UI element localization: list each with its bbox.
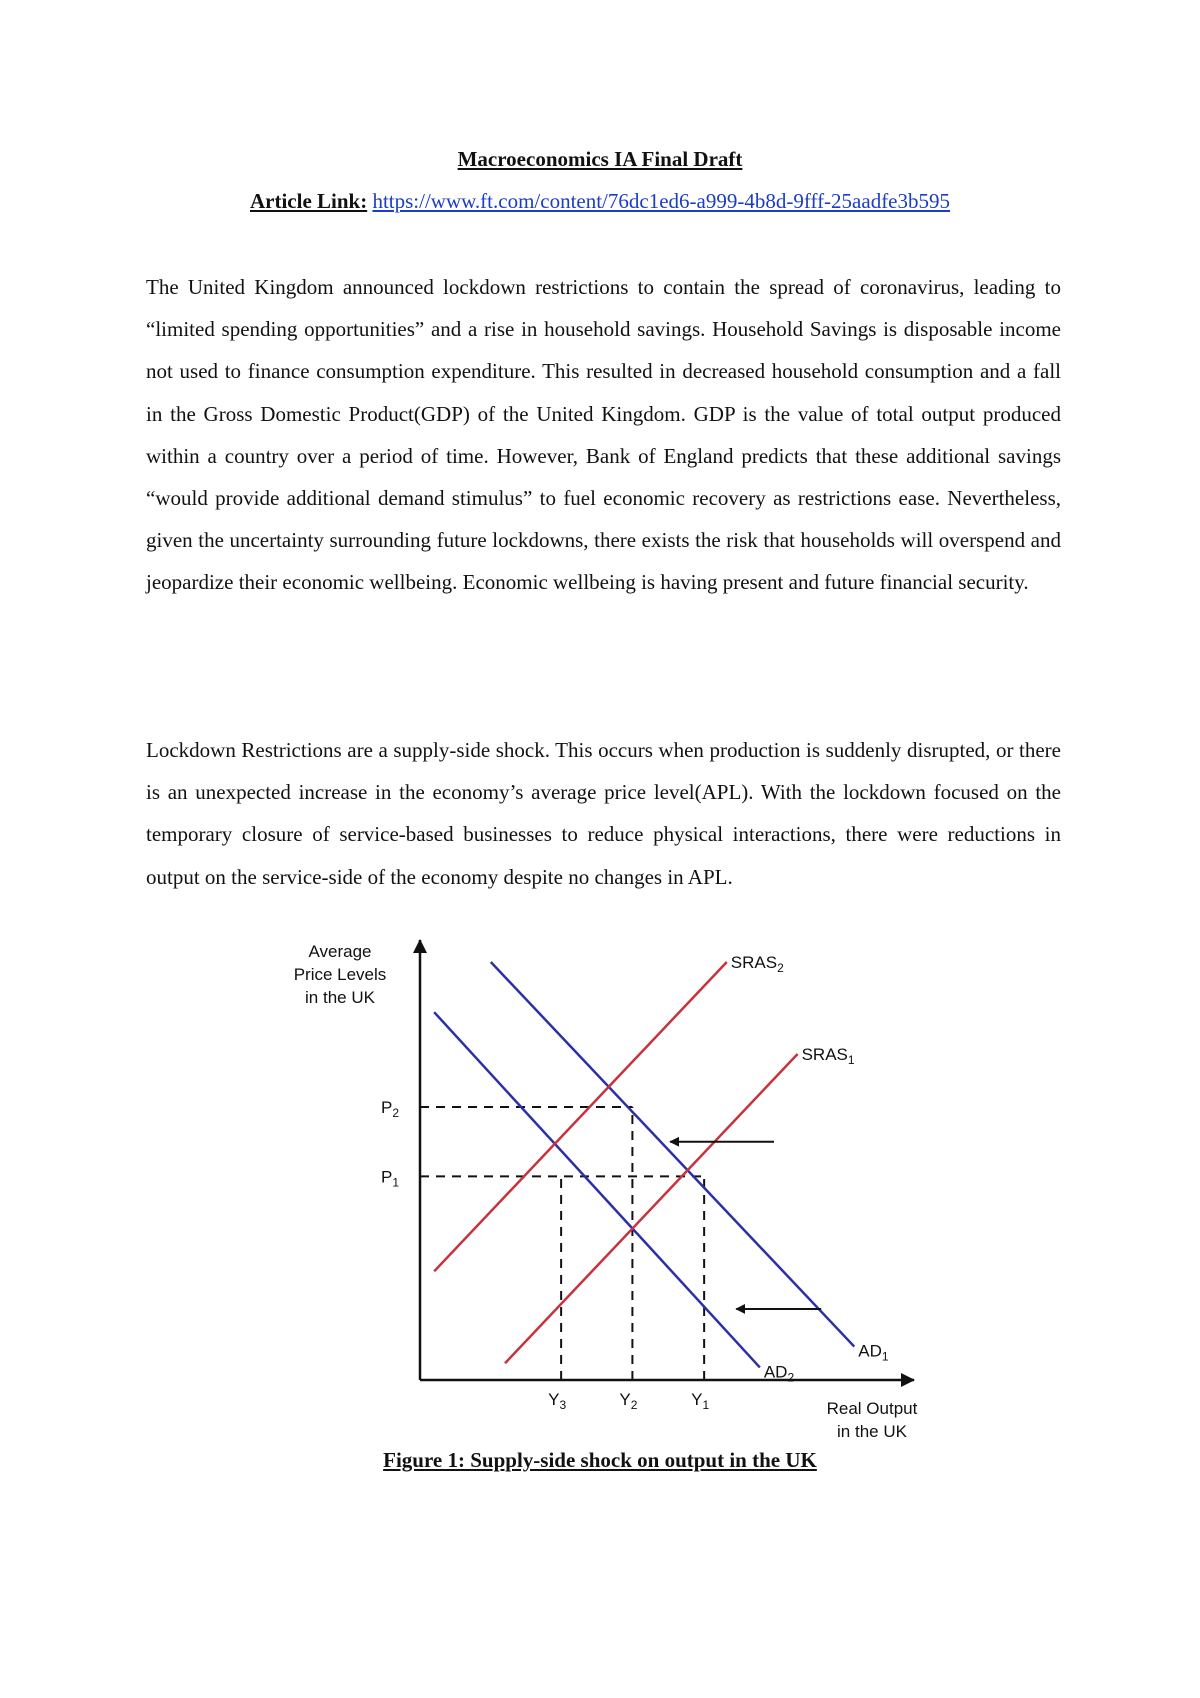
x-axis-title-line: Real Output — [826, 1399, 918, 1418]
output-level-label: $Y_3$ — [548, 1390, 567, 1412]
article-link-label: Article Link: — [249, 189, 368, 213]
curve-label-ad2: $AD_2$ — [763, 1362, 795, 1385]
y-axis-title-line: Average — [308, 942, 372, 961]
curve-sras2 — [434, 962, 727, 1271]
output-level-label: $Y_2$ — [619, 1390, 638, 1412]
price-level-label: $P_2$ — [380, 1098, 400, 1121]
curve-ad2 — [434, 1012, 760, 1367]
x-axis-title-line: in the UK — [837, 1422, 907, 1441]
curve-label-sras1: $SRAS_1$ — [801, 1044, 855, 1067]
paragraph-supply-side-shock: Lockdown Restrictions are a supply-side shock. This occurs when production is suddenly disrupted, or there is an unexpected increase in the economy’s average price level(APL). With the lockdown focused on the temporary closure of service-based businesses to reduce physical interactions, there were reductions in output on the service-side of the economy despite no changes in APL. — [146, 738, 1061, 889]
y-axis-title-line: Price Levels — [293, 965, 387, 984]
article-link[interactable]: https://www.ft.com/content/76dc1ed6-a999-4b8d-9fff-25aadfe3b595 — [372, 189, 951, 213]
paragraph-household-savings: The United Kingdom announced lockdown restrictions to contain the spread of coronavirus, leading to “limited spending opportunities” and a rise in household savings. Household Savings is disposable income not used to finance consumption expenditure. This resulted in decreased household consumption and a fall in the Gross Domestic Product(GDP) of the United Kingdom. GDP is the value of total output produced within a country over a period of time. However, Bank of England predicts that these additional savings “would provide additional demand stimulus” to fuel economic recovery as restrictions ease. Nevertheless, given the uncertainty surrounding future lockdowns, there exists the risk that households will overspend and jeopardize their economic wellbeing. Economic wellbeing is having present and future financial security. — [146, 275, 1061, 595]
document-title: Macroeconomics IA Final Draft — [457, 147, 743, 171]
curve-sras1 — [505, 1054, 798, 1363]
y-axis-title-line: in the UK — [305, 988, 375, 1007]
price-level-label: $P_1$ — [380, 1167, 400, 1190]
curve-label-ad1: $AD_1$ — [858, 1341, 889, 1364]
curve-label-sras2: $SRAS_2$ — [730, 953, 784, 975]
output-level-label: $Y_1$ — [691, 1390, 710, 1412]
figure-caption: Figure 1: Supply-side shock on output in the UK — [383, 1448, 817, 1472]
